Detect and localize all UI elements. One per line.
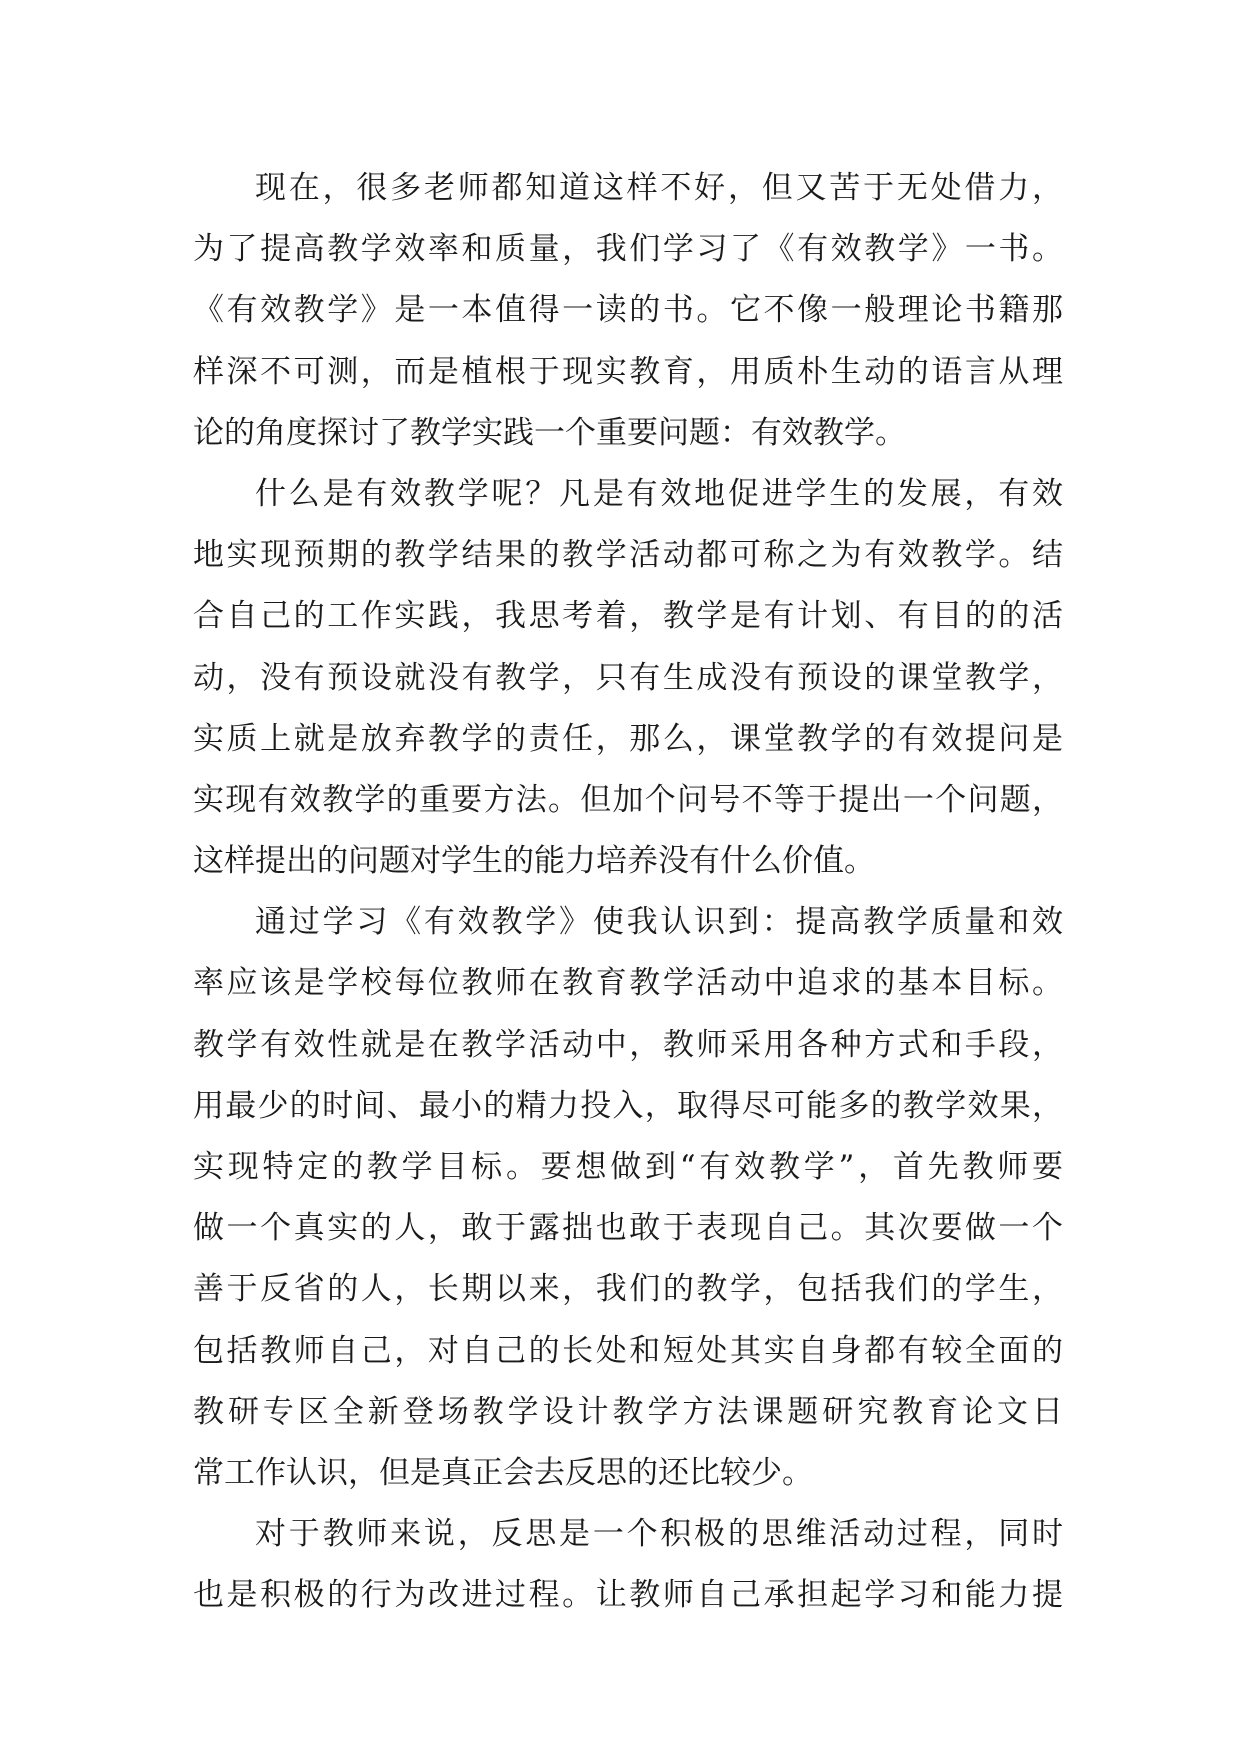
text-line: 动，没有预设就没有教学，只有生成没有预设的课堂教学，: [193, 659, 1063, 696]
text-line: 做一个真实的人，敢于露拙也敢于表现自己。其次要做一个: [193, 1210, 1063, 1247]
paragraph: [193, 1504, 1063, 1626]
text-line: 合自己的工作实践，我思考着，教学是有计划、有目的的活: [193, 598, 1063, 635]
text-line: 通过学习《有效教学》使我认识到：提高教学质量和效: [255, 904, 1063, 941]
text-line: 常工作认识，但是真正会去反思的还比较少。: [193, 1454, 813, 1491]
text-line: 教研专区全新登场教学设计教学方法课题研究教育论文日: [193, 1393, 1063, 1430]
paragraph: [193, 892, 1063, 1504]
text-line: 包括教师自己，对自己的长处和短处其实自身都有较全面的: [193, 1332, 1063, 1369]
text-line: 实现特定的教学目标。要想做到“有效教学”，首先教师要: [193, 1149, 1063, 1185]
text-line: 为了提高教学效率和质量，我们学习了《有效教学》一书。: [193, 231, 1063, 268]
paragraph: [193, 464, 1063, 892]
text-line: 地实现预期的教学结果的教学活动都可称之为有效教学。结: [193, 537, 1063, 574]
text-line: 现在，很多老师都知道这样不好，但又苦于无处借力，: [255, 170, 1063, 206]
text-line: 对于教师来说，反思是一个积极的思维活动过程，同时: [255, 1516, 1063, 1553]
text-line: 也是积极的行为改进过程。让教师自己承担起学习和能力提: [193, 1577, 1063, 1614]
text-line: 什么是有效教学呢？凡是有效地促进学生的发展，有效: [255, 475, 1063, 512]
text-line: 教学有效性就是在教学活动中，教师采用各种方式和手段，: [193, 1026, 1063, 1063]
text-line: 样深不可测，而是植根于现实教育，用质朴生动的语言从理: [193, 353, 1063, 390]
paragraph: [193, 158, 1063, 464]
text-line: 用最少的时间、最小的精力投入，取得尽可能多的教学效果，: [193, 1087, 1063, 1124]
text-line: 率应该是学校每位教师在教育教学活动中追求的基本目标。: [193, 965, 1063, 1002]
text-line: 实现有效教学的重要方法。但加个问号不等于提出一个问题，: [193, 781, 1063, 818]
text-line: 《有效教学》是一本值得一读的书。它不像一般理论书籍那: [193, 292, 1063, 329]
text-line: 实质上就是放弃教学的责任，那么，课堂教学的有效提问是: [193, 720, 1063, 757]
text-line: 论的角度探讨了教学实践一个重要问题：有效教学。: [193, 414, 906, 451]
body-text: [193, 158, 1063, 1627]
text-line: 善于反省的人，长期以来，我们的教学，包括我们的学生，: [193, 1271, 1063, 1308]
text-line: 这样提出的问题对学生的能力培养没有什么价值。: [193, 843, 875, 880]
